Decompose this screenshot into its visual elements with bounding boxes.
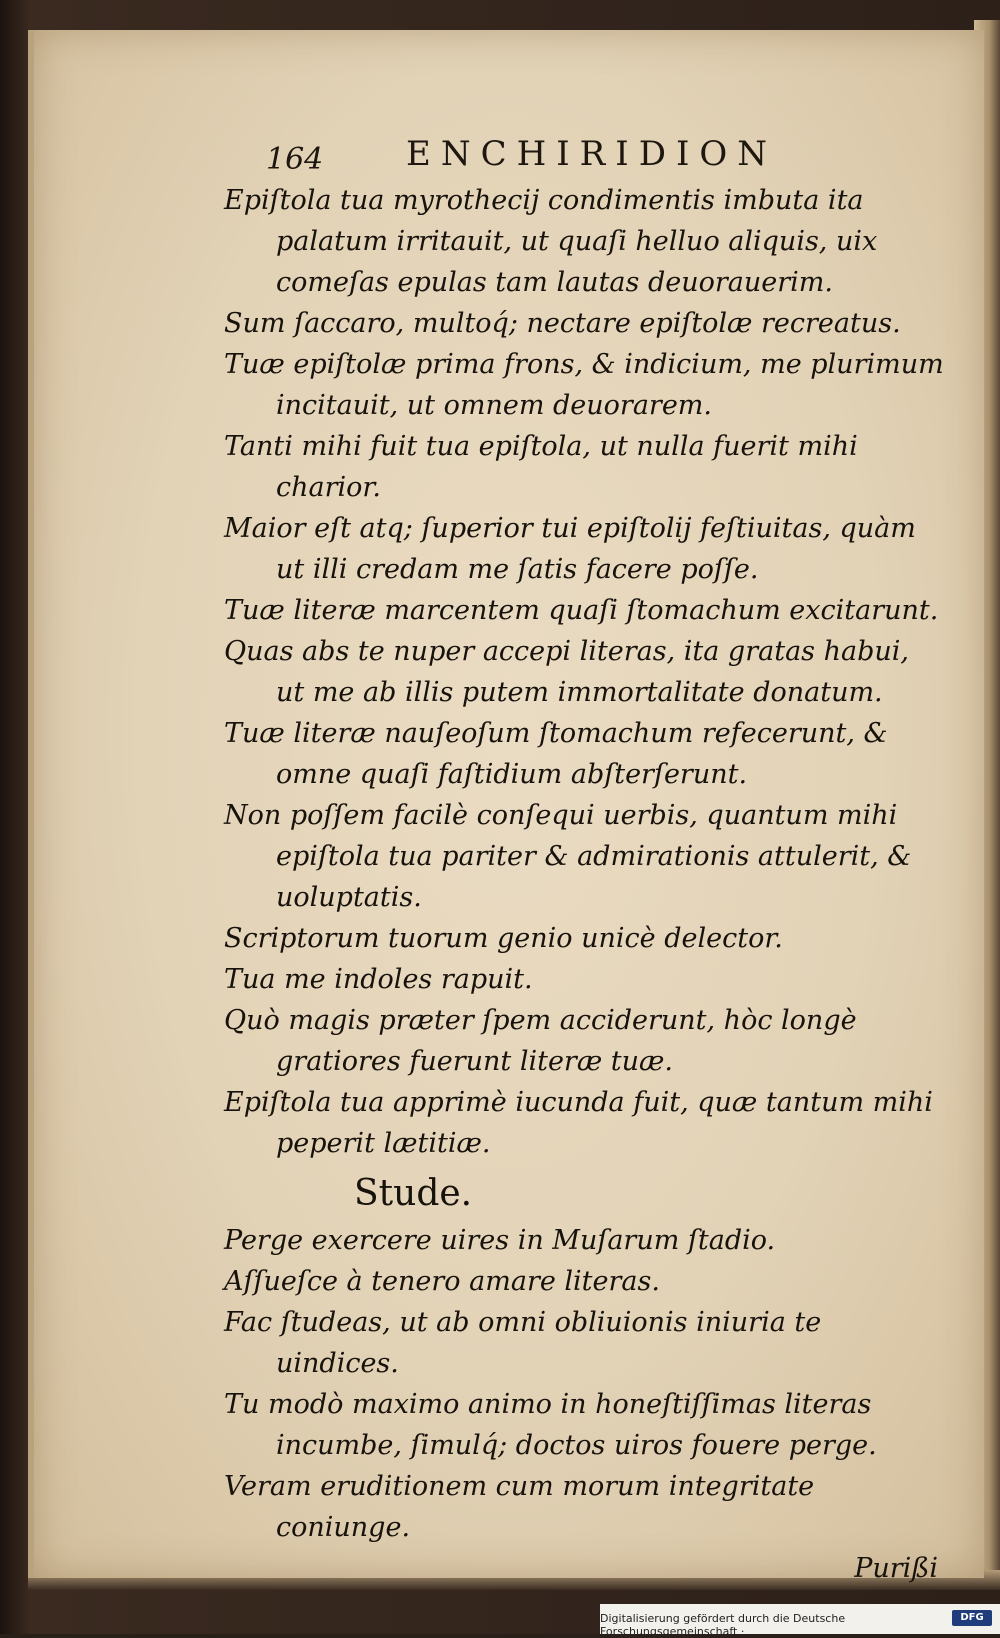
entry: Veram eruditionem cum morum integritate coniunge. (224, 1471, 815, 1543)
entry: Tanti mihi fuit tua epiſtola, ut nulla fuerit mihi charior. (224, 431, 858, 503)
entry: Quas abs te nuper accepi literas, ita gratas habui, ut me ab illis putem immortalitate donatum. (224, 636, 909, 708)
entry: Epiſtola tua apprimè iucunda fuit, quæ tantum mihi peperit lætitiæ. (224, 1087, 933, 1159)
entry: Tuæ literæ marcentem quaſi ſtomachum excitarunt. (224, 595, 939, 626)
dfg-logo: DFG (952, 1610, 992, 1626)
entry: Scriptorum tuorum genio unicè delector. (224, 923, 783, 954)
entry: Tuæ literæ nauſeoſum ſtomachum refecerunt, & omne quaſi faſtidium abſterſerunt. (224, 718, 888, 790)
entry: Aſſueſce à tenero amare literas. (224, 1266, 660, 1297)
running-title: ENCHIRIDION (406, 134, 778, 174)
book-page (28, 30, 984, 1584)
entry: Fac ſtudeas, ut ab omni obliuionis iniuria te uindices. (224, 1307, 822, 1379)
entry: Quò magis præter ſpem acciderunt, hòc longè gratiores fuerunt literæ tuæ. (224, 1005, 857, 1077)
entry: Maior eſt atq; ſuperior tui epiſtolij feſtiuitas, quàm ut illi credam me ſatis facere poſſe. (224, 513, 916, 585)
entry: Perge exercere uires in Muſarum ſtadio. (224, 1225, 776, 1256)
entry: Tu modò maximo animo in honeſtiſſimas literas incumbe, ſimulq́; doctos uiros fouere perge. (224, 1389, 877, 1461)
digitization-footer (600, 1604, 1000, 1638)
catchword: Purißi (854, 1553, 938, 1584)
funding-credit: Digitalisierung gefördert durch die Deutsche Forschungsgemeinschaft · (600, 1612, 846, 1638)
entry: Tua me indoles rapuit. (224, 964, 533, 995)
entry: Tuæ epiſtolæ prima frons, & indicium, me plurimum incitauit, ut omnem deuorarem. (224, 349, 944, 421)
entry: Sum ſaccaro, multoq́; nectare epiſtolæ recreatus. (224, 308, 901, 339)
page-number: 164 (266, 142, 324, 177)
text-block (224, 180, 944, 1589)
section-heading: Stude. (354, 1173, 473, 1214)
running-head (34, 134, 984, 177)
entry: Non poſſem facilè conſequi uerbis, quantum mihi epiſtola tua pariter & admirationis attulerit, & uoluptatis. (224, 800, 912, 913)
entry: Epiſtola tua myrothecij condimentis imbuta ita palatum irritauit, ut quaſi helluo aliquis, uix comeſas epulas tam lautas deuorauerim. (224, 185, 878, 298)
